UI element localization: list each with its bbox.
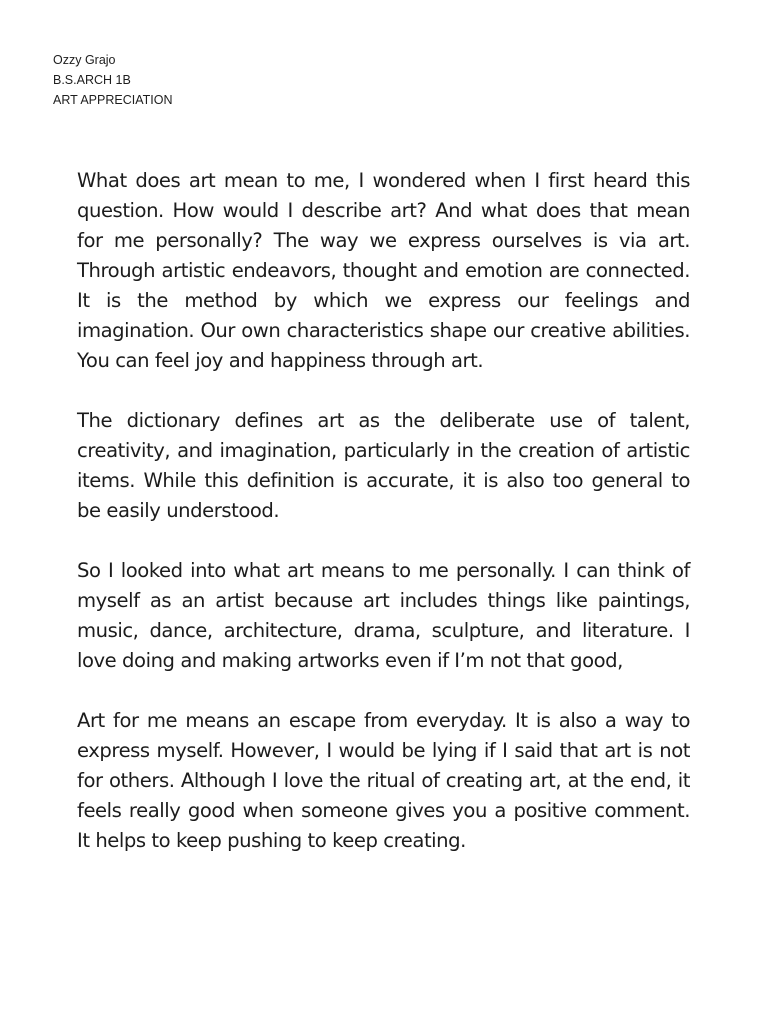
- paragraph-1: What does art mean to me, I wondered when I first heard this question. How would I describe art? And what does that mean for me personally? The way we express ourselves is via art. Through artistic endeavors, thought and emotion are connected. It is the method by which we express our feelings and imagination. Our own characteristics shape our creative abilities. You can feel joy and happiness through art.: [77, 169, 690, 372]
- course-section: B.S.ARCH 1B: [53, 73, 131, 87]
- essay-body: [77, 166, 690, 856]
- subject-title: ART APPRECIATION: [53, 93, 173, 107]
- author-name: Ozzy Grajo: [53, 53, 116, 67]
- paragraph-4: Art for me means an escape from everyday. It is also a way to express myself. However, I would be lying if I said that art is not for others. Although I love the ritual of creating art, at the end, it feels really good when someone gives you a positive comment. It helps to keep pushing to keep creating.: [77, 709, 690, 852]
- paragraph-3: So I looked into what art means to me personally. I can think of myself as an artist because art includes things like paintings, music, dance, architecture, drama, sculpture, and literature. I love doing and making artworks even if I’m not that good,: [77, 559, 690, 672]
- paragraph-2: The dictionary defines art as the deliberate use of talent, creativity, and imagination, particularly in the creation of artistic items. While this definition is accurate, it is also too general to be easily understood.: [77, 409, 690, 522]
- author-header: [53, 50, 172, 110]
